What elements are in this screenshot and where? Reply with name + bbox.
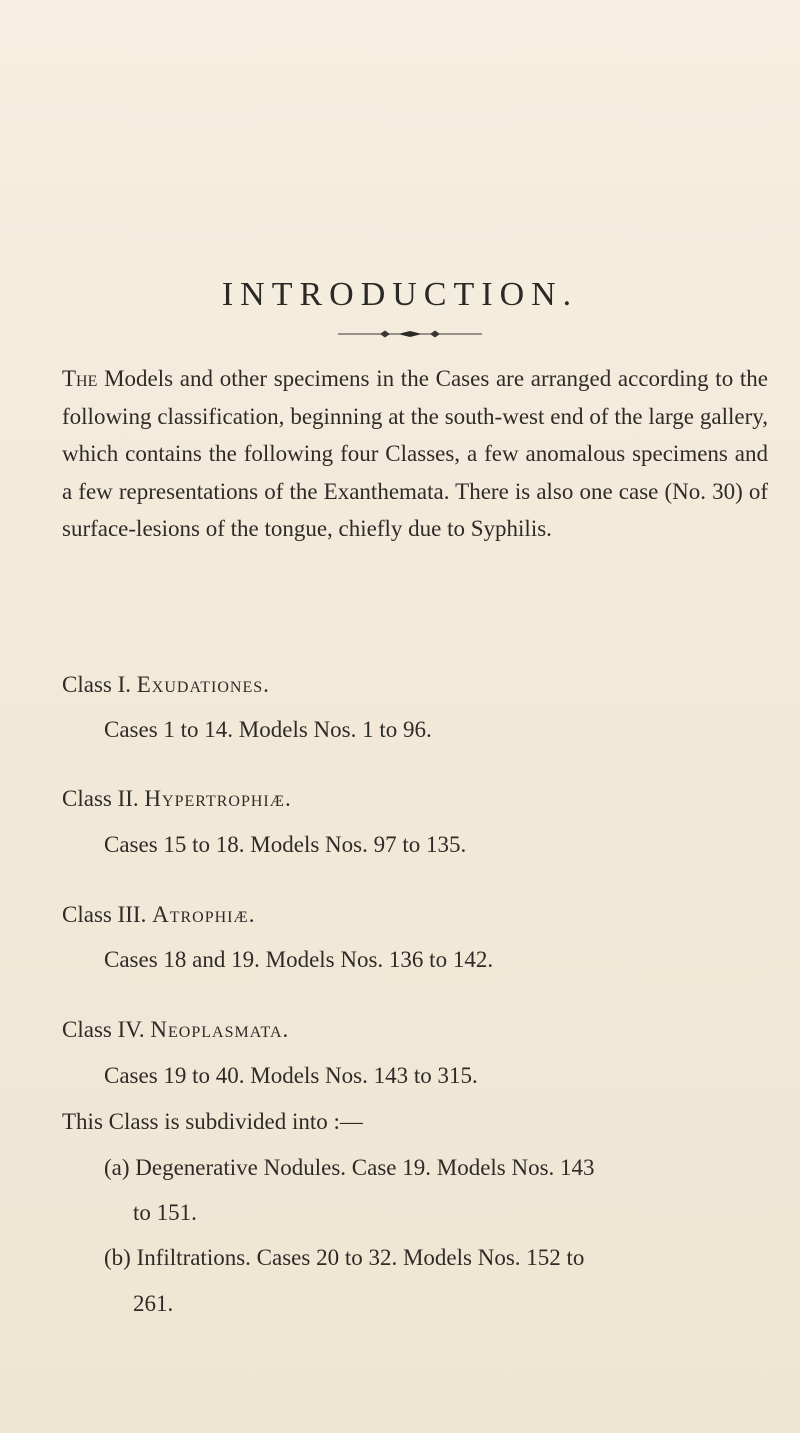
class-heading [62, 902, 255, 928]
intro-lead-word: The [62, 366, 98, 391]
intro-paragraph [62, 360, 768, 548]
class-label: Class III. [62, 902, 147, 927]
class-label: Class IV. [62, 1017, 145, 1042]
item-continuation: to 151. [133, 1200, 197, 1225]
class-name: Hypertrophiæ. [144, 786, 292, 811]
class-name: Atrophiæ. [152, 902, 256, 927]
intro-text: Models and other specimens in the Cases are arranged according to the following classification, beginning at the south-west end of the large gallery, which contains the following four Classes, a few anomalous specimens and a few representations of the Exanthemata. There is also one case (No. 30) of surface-lesions of the tongue, chiefly due to Syphilis. [62, 366, 768, 541]
item-text: Degenerative Nodules. Case 19. Models Nos. 143 [135, 1155, 595, 1180]
class-detail: Cases 1 to 14. Models Nos. 1 to 96. [104, 717, 432, 742]
class-heading [62, 672, 270, 698]
decorative-rule [338, 326, 482, 342]
class-label: Class II. [62, 786, 139, 811]
item-marker: (b) [104, 1245, 131, 1270]
class-detail: Cases 18 and 19. Models Nos. 136 to 142. [104, 947, 494, 972]
item-text: Infiltrations. Cases 20 to 32. Models Nos. 152 to [136, 1245, 585, 1270]
class-heading [62, 1017, 289, 1043]
class-name: Neoplasmata. [150, 1017, 290, 1042]
class-detail: Cases 15 to 18. Models Nos. 97 to 135. [104, 832, 467, 857]
class-heading [62, 786, 292, 812]
class-detail: Cases 19 to 40. Models Nos. 143 to 315. [104, 1063, 478, 1088]
page-title: INTRODUCTION. [221, 276, 579, 313]
item-marker: (a) [104, 1155, 130, 1180]
subdivision-item [104, 1155, 595, 1181]
item-continuation: 261. [133, 1291, 174, 1316]
subdivision-item [104, 1245, 584, 1271]
class-label: Class I. [62, 672, 131, 697]
class-name: Exudationes. [136, 672, 270, 697]
subdivision-intro: This Class is subdivided into :— [62, 1109, 363, 1134]
